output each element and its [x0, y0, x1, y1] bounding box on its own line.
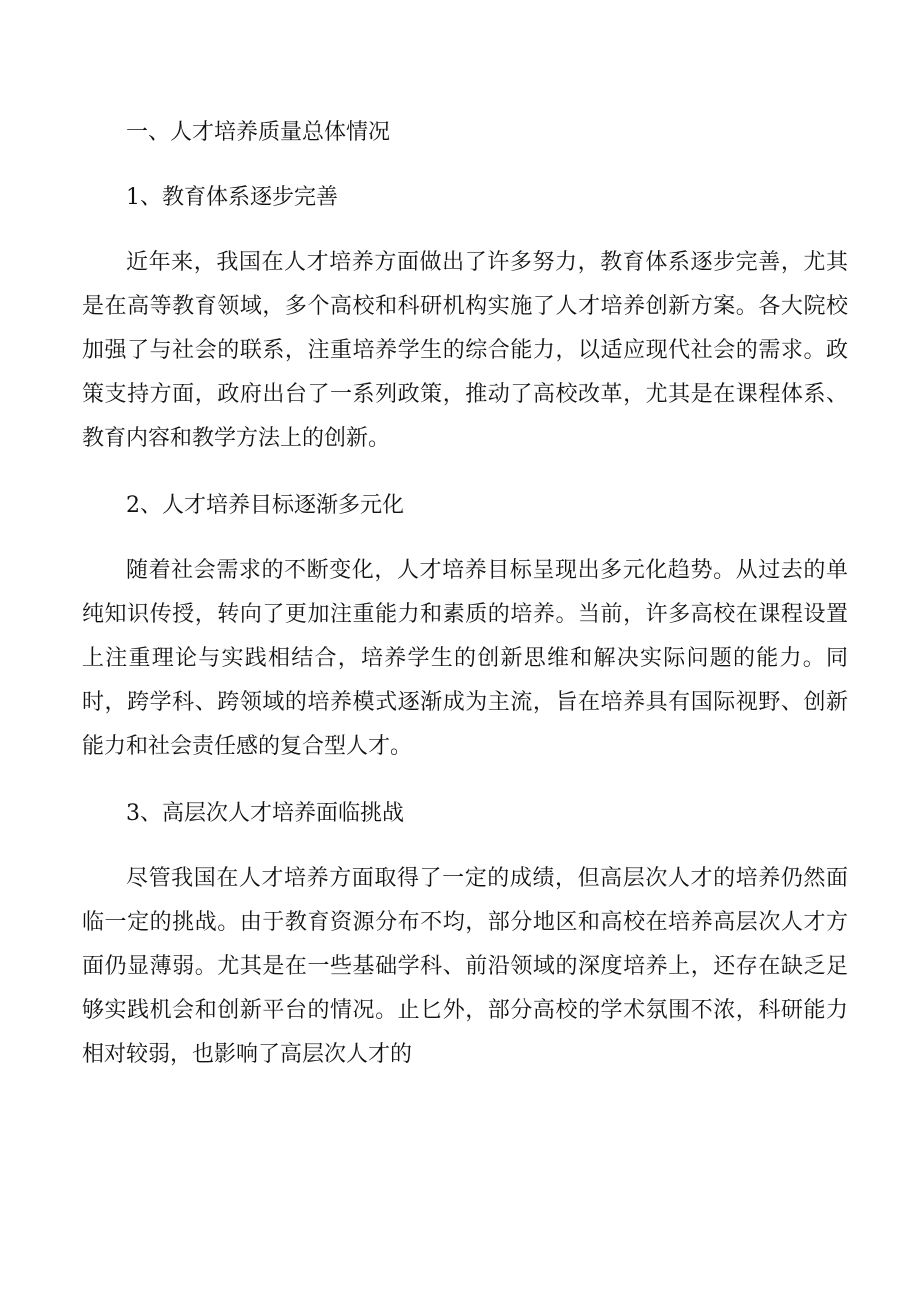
subsection-paragraph-2: 随着社会需求的不断变化，人才培养目标呈现出多元化趋势。从过去的单纯知识传授，转向了更加注重能力和素质的培养。当前，许多高校在课程设置上注重理论与实践相结合，培养学生的创新思维和解决实际问题的能力。同时，跨学科、跨领域的培养模式逐渐成为主流，旨在培养具有国际视野、创新能力和社会责任感的复合型人才。 [82, 558, 848, 759]
subsection-heading-2: 2、人才培养目标逐渐多元化 [126, 493, 404, 518]
subsection-paragraph-1: 近年来，我国在人才培养方面做出了许多努力，教育体系逐步完善，尤其是在高等教育领域，多个高校和科研机构实施了人才培养创新方案。各大院校加强了与社会的联系，注重培养学生的综合能力，以适应现代社会的需求。政策支持方面，政府出台了一系列政策，推动了高校改革，尤其是在课程体系、教育内容和教学方法上的创新。 [82, 250, 848, 451]
subsection-heading-3: 3、高层次人才培养面临挑战 [126, 801, 404, 826]
document-body [82, 111, 848, 1077]
section-title: 一、人才培养质量总体情况 [126, 120, 391, 145]
subsection-paragraph-3: 尽管我国在人才培养方面取得了一定的成绩，但高层次人才的培养仍然面临一定的挑战。由于教育资源分布不均，部分地区和高校在培养高层次人才方面仍显薄弱。尤其是在一些基础学科、前沿领域的深度培养上，还存在缺乏足够实践机会和创新平台的情况。止匕外，部分高校的学术氛围不浓，科研能力相对较弱，也影响了高层次人才的 [82, 866, 848, 1067]
subsection-heading-1: 1、教育体系逐步完善 [126, 185, 338, 210]
